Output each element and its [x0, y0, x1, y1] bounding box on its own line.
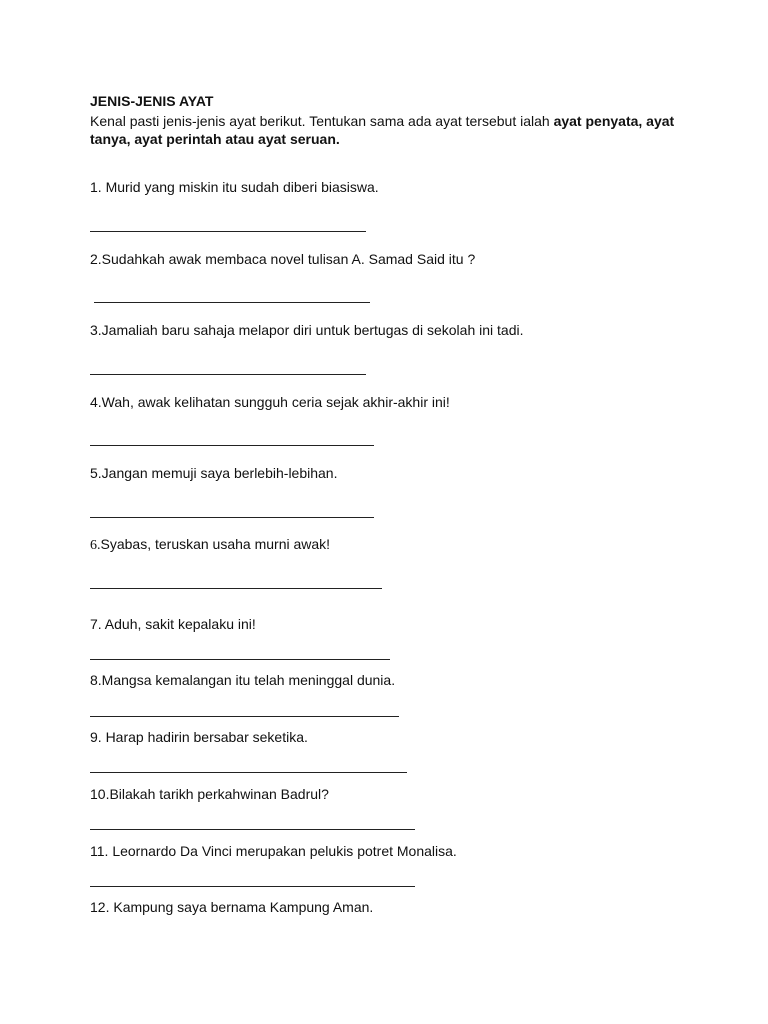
instruction-plain: Kenal pasti jenis-jenis ayat berikut. Tentukan sama ada ayat tersebut ialah [90, 113, 554, 129]
answer-line-10[interactable] [90, 829, 415, 830]
answer-line-3[interactable] [90, 374, 366, 375]
answer-line-1[interactable] [90, 231, 366, 232]
question-6 [90, 536, 330, 554]
instruction-bold: ayat penyata, ayat tanya, ayat perintah atau ayat seruan. [90, 113, 675, 147]
question-12: 12. Kampung saya bernama Kampung Aman. [90, 899, 374, 915]
question-10: 10.Bilakah tarikh perkahwinan Badrul? [90, 786, 329, 802]
question-9: 9. Harap hadirin bersabar seketika. [90, 729, 308, 745]
answer-line-2[interactable] [94, 302, 370, 303]
question-4: 4.Wah, awak kelihatan sungguh ceria sejak akhir-akhir ini! [90, 394, 450, 410]
answer-line-4[interactable] [90, 445, 374, 446]
question-2: 2.Sudahkah awak membaca novel tulisan A. Samad Said itu ? [90, 251, 476, 267]
question-3: 3.Jamaliah baru sahaja melapor diri untuk bertugas di sekolah ini tadi. [90, 322, 524, 338]
question-8: 8.Mangsa kemalangan itu telah meninggal dunia. [90, 672, 396, 688]
instruction-text [90, 112, 690, 148]
question-5: 5.Jangan memuji saya berlebih-lebihan. [90, 465, 338, 481]
answer-line-9[interactable] [90, 772, 407, 773]
answer-line-11[interactable] [90, 886, 415, 887]
answer-line-8[interactable] [90, 716, 399, 717]
worksheet-title: JENIS-JENIS AYAT [90, 93, 214, 109]
question-11: 11. Leornardo Da Vinci merupakan pelukis potret Monalisa. [90, 843, 457, 859]
question-6-text: Syabas, teruskan usaha murni awak! [100, 536, 331, 552]
question-7: 7. Aduh, sakit kepalaku ini! [90, 616, 256, 632]
answer-line-6[interactable] [90, 588, 382, 589]
answer-line-7[interactable] [90, 659, 390, 660]
question-6-number: 6. [90, 538, 101, 553]
question-1: 1. Murid yang miskin itu sudah diberi biasiswa. [90, 179, 379, 195]
answer-line-5[interactable] [90, 517, 374, 518]
